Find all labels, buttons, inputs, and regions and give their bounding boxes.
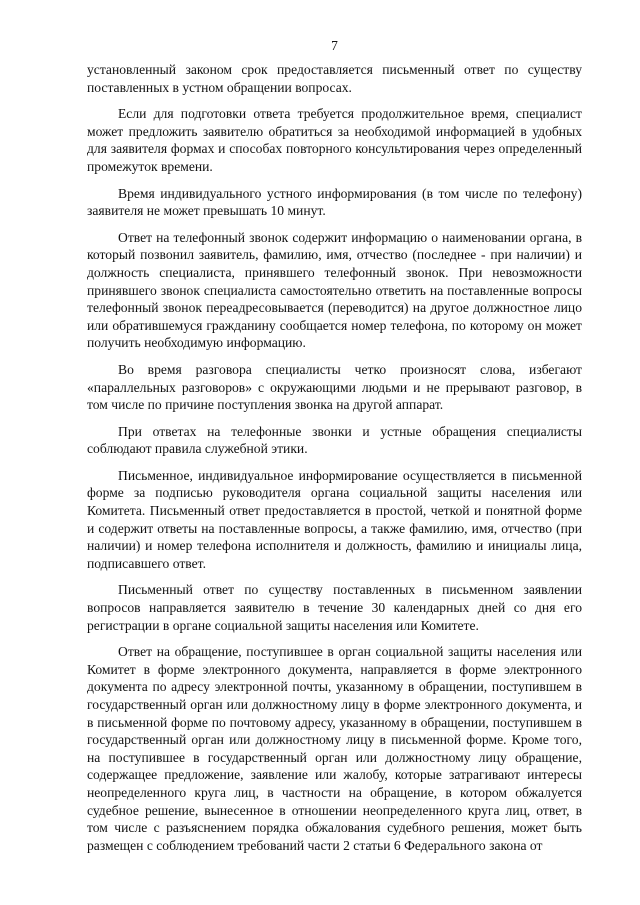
- paragraph: При ответах на телефонные звонки и устные обращения специалисты соблюдают правила служебной этики.: [87, 423, 582, 457]
- paragraph: Если для подготовки ответа требуется продолжительное время, специалист может предложить заявителю обратиться за необходимой информацией в удобных для заявителя формах и способах повторного консультирования через определенный промежуток времени.: [87, 106, 582, 174]
- paragraph: Ответ на обращение, поступившее в орган социальной защиты населения или Комитет в форме электронного документа, направляется в форме электронного документа по адресу электронной почты, указанному в обращении, поступившем в государственный орган или должностному лицу в форме электронного документа, и в письменной форме по почтовому адресу, указанному в обращении, поступившем в государственный орган или должностному лицу в письменной форме. Кроме того, на поступившее в государственный орган или должностному лицу обращение, содержащее предложение, заявление или жалобу, которые затрагивают интересы неопределенного круга лиц, в частности на обращение, в котором обжалуется судебное решение, вынесенное в отношении неопределенного круга лиц, ответ, в том числе с разъяснением порядка обжалования судебного решения, может быть размещен с соблюдением требований части 2 статьи 6 Федерального закона от: [87, 644, 582, 853]
- page-number: 7: [331, 38, 338, 53]
- paragraph: Ответ на телефонный звонок содержит информацию о наименовании органа, в который позвонил заявитель, фамилию, имя, отчество (последнее - при наличии) и должность специалиста, принявшего телефонный звонок. При невозможности принявшего звонок специалиста самостоятельно ответить на поставленные вопросы телефонный звонок переадресовывается (переводится) на другое должностное лицо или обратившемуся гражданину сообщается номер телефона, по которому он может получить необходимую информацию.: [87, 229, 582, 351]
- paragraph: Письменное, индивидуальное информирование осуществляется в письменной форме за подписью руководителя органа социальной защиты населения или Комитета. Письменный ответ предоставляется в простой, четкой и понятной форме и содержит ответы на поставленные вопросы, а также фамилию, имя, отчество (при наличии) и номер телефона исполнителя и должность, фамилию и инициалы лица, подписавшего ответ.: [87, 467, 582, 571]
- paragraph: Во время разговора специалисты четко произносят слова, избегают «параллельных разговоров» с окружающими людьми и не прерывают разговор, в том числе по причине поступления звонка на другой аппарат.: [87, 361, 582, 413]
- paragraph: Письменный ответ по существу поставленных в письменном заявлении вопросов направляется заявителю в течение 30 календарных дней со дня его регистрации в органе социальной защиты населения или Комитете.: [87, 582, 582, 633]
- paragraph-continued: установленный законом срок предоставляется письменный ответ по существу поставленных в устном обращении вопросах.: [87, 62, 582, 95]
- paragraph: Время индивидуального устного информирования (в том числе по телефону) заявителя не может превышать 10 минут.: [87, 185, 582, 219]
